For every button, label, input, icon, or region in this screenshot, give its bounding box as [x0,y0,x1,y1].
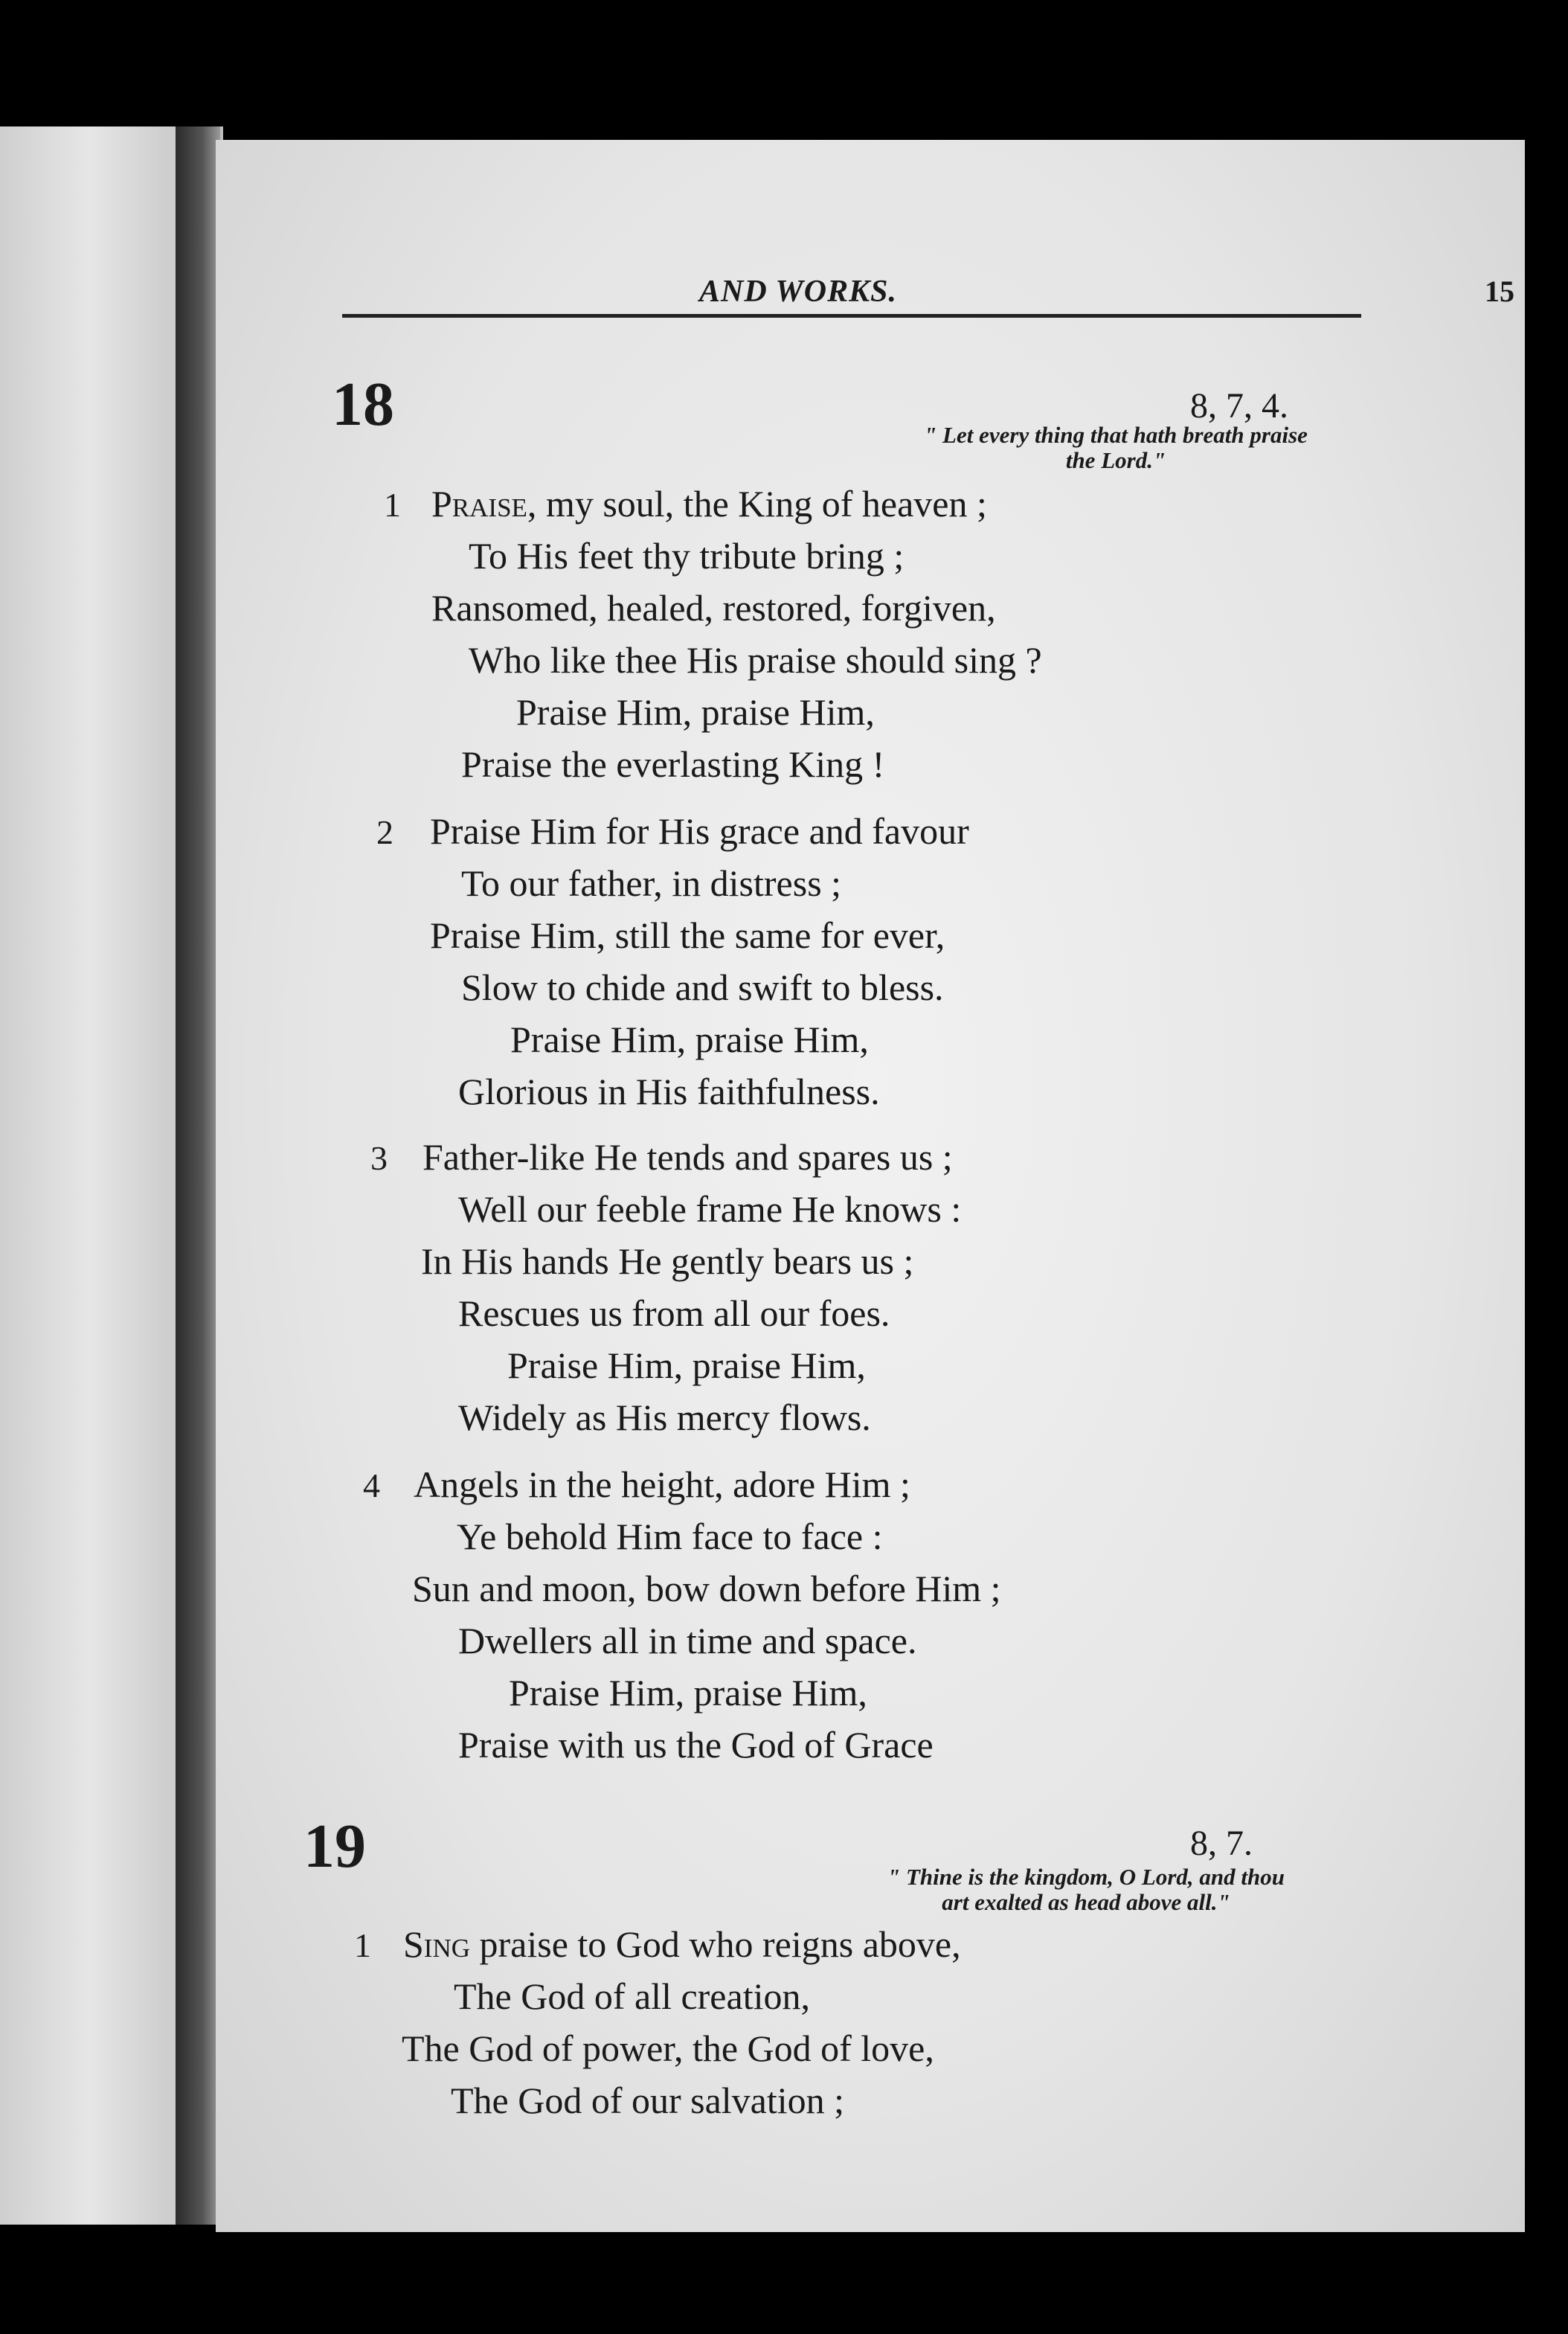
verse-line [431,483,987,525]
epigraph-line: " Thine is the kingdom, O Lord, and thou [887,1864,1285,1890]
page-header [342,274,1525,318]
verse-line: Father-like He tends and spares us ; [422,1136,953,1178]
verse-line: Widely as His mercy flows. [458,1397,871,1438]
first-word-small-caps: Sing [403,1923,471,1965]
line-text: my soul, the King of heaven ; [536,483,987,525]
verse-number: 1 [384,486,401,524]
refrain-line: Praise Him, praise Him, [516,691,875,733]
verse-line: Praise Him, still the same for ever, [430,914,945,956]
verse-line: The God of our salvation ; [451,2080,845,2121]
verse-line: Slow to chide and swift to bless. [461,966,944,1008]
verse-line: Dwellers all in time and space. [458,1620,917,1661]
verse-line: The God of all creation, [454,1975,810,2017]
first-word-small-caps: Praise, [431,483,537,525]
verse-line: Well our feeble frame He knows : [458,1188,962,1230]
verse-line: To His feet thy tribute bring ; [469,535,905,577]
verse-number: 4 [363,1466,380,1504]
verse-line: Sun and moon, bow down before Him ; [412,1568,1001,1609]
verse-line: Ye behold Him face to face : [457,1516,883,1557]
epigraph-line: art exalted as head above all." [942,1889,1230,1915]
epigraph-line: the Lord." [1065,447,1166,473]
verse-line: Who like thee His praise should sing ? [469,639,1042,681]
verse-line: Glorious in His faithfulness. [458,1071,880,1112]
page-number: 15 [1485,275,1514,308]
hymn-18-epigraph [796,423,1436,473]
verse-line: Rescues us from all our foes. [458,1292,890,1334]
verse-line: Praise with us the God of Grace [458,1724,934,1766]
refrain-line: Praise Him, praise Him, [510,1019,869,1060]
verse-line: Angels in the height, adore Him ; [414,1463,910,1505]
verse-number: 2 [376,813,393,851]
refrain-line: Praise Him, praise Him, [507,1344,866,1386]
hymn-18-meter: 8, 7, 4. [1190,386,1288,426]
verse-line: Ransomed, healed, restored, forgiven, [431,587,996,629]
verse-number: 1 [354,1926,371,1964]
verse-line: To our father, in distress ; [461,862,842,904]
verse-line: In His hands He gently bears us ; [421,1240,914,1282]
line-text: praise to God who reigns above, [470,1923,961,1965]
refrain-line: Praise Him, praise Him, [509,1672,867,1713]
hymn-19-epigraph [751,1865,1421,1915]
verse-line: The God of power, the God of love, [402,2027,934,2069]
verse-number: 3 [370,1139,388,1177]
running-head: AND WORKS. [699,275,897,309]
epigraph-line: " Let every thing that hath breath praise [924,422,1308,448]
verse-line [403,1923,961,1965]
book-page [216,140,1525,2237]
verse-line: Praise Him for His grace and favour [430,810,969,852]
hymn-19-meter: 8, 7. [1190,1824,1253,1863]
header-rule [342,314,1361,318]
verse-line: Praise the everlasting King ! [461,743,885,785]
book-gutter [176,126,220,2225]
hymn-number-18: 18 [332,370,394,439]
hymn-number-19: 19 [303,1812,366,1881]
scan-border [0,2232,1568,2334]
